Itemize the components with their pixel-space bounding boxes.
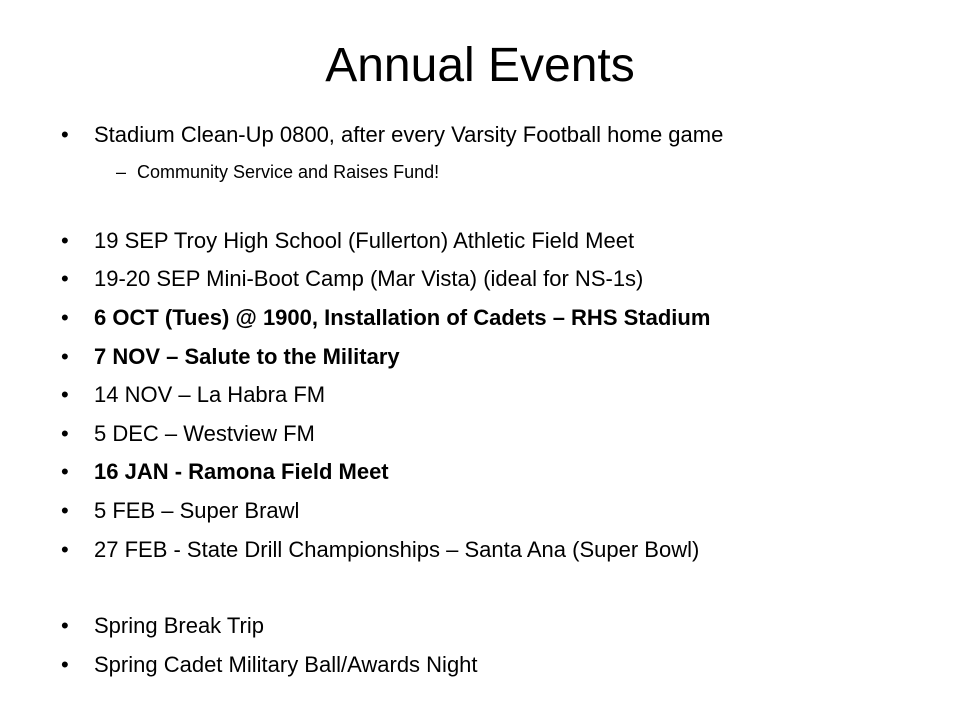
- sub-list-item: [0, 158, 960, 186]
- bullet-icon: •: [61, 344, 69, 369]
- bullet-icon: •: [61, 305, 69, 330]
- list-item: [0, 119, 960, 151]
- list-item: [0, 418, 960, 450]
- list-item: [0, 610, 960, 642]
- list-item-text: 7 NOV – Salute to the Military: [94, 344, 400, 369]
- list-item: [0, 495, 960, 527]
- bullet-icon: •: [61, 421, 69, 446]
- list-item: [0, 341, 960, 373]
- list-item-text: Spring Break Trip: [94, 613, 264, 638]
- bullet-icon: •: [61, 652, 69, 677]
- sub-list-item-text: Community Service and Raises Fund!: [137, 162, 440, 182]
- slide-title: Annual Events: [325, 39, 635, 92]
- list-item: [0, 379, 960, 411]
- list-item-text: Spring Cadet Military Ball/Awards Night: [94, 652, 478, 677]
- bullet-icon: •: [61, 382, 69, 407]
- list-item-text: 19-20 SEP Mini-Boot Camp (Mar Vista) (ideal for NS-1s): [94, 266, 644, 291]
- list-item: [0, 302, 960, 334]
- list-item-text: 19 SEP Troy High School (Fullerton) Athletic Field Meet: [94, 228, 635, 253]
- bullet-icon: •: [61, 122, 69, 147]
- list-item: [0, 534, 960, 566]
- list-item-text: 5 DEC – Westview FM: [94, 421, 315, 446]
- list-item-text: Stadium Clean-Up 0800, after every Varsity Football home game: [94, 122, 724, 147]
- bullet-icon: •: [61, 537, 69, 562]
- list-item: [0, 225, 960, 257]
- list-item-text: 16 JAN - Ramona Field Meet: [94, 459, 389, 484]
- bullet-icon: •: [61, 459, 69, 484]
- list-item: [0, 649, 960, 681]
- bullet-icon: •: [61, 228, 69, 253]
- dash-icon: –: [116, 162, 127, 182]
- list-item-text: 27 FEB - State Drill Championships – Santa Ana (Super Bowl): [94, 537, 700, 562]
- list-item: [0, 263, 960, 295]
- bullet-icon: •: [61, 498, 69, 523]
- list-item: [0, 456, 960, 488]
- list-item-text: 5 FEB – Super Brawl: [94, 498, 300, 523]
- list-item-text: 6 OCT (Tues) @ 1900, Installation of Cadets – RHS Stadium: [94, 305, 711, 330]
- bullet-icon: •: [61, 613, 69, 638]
- list-item-text: 14 NOV – La Habra FM: [94, 382, 326, 407]
- bullet-icon: •: [61, 266, 69, 291]
